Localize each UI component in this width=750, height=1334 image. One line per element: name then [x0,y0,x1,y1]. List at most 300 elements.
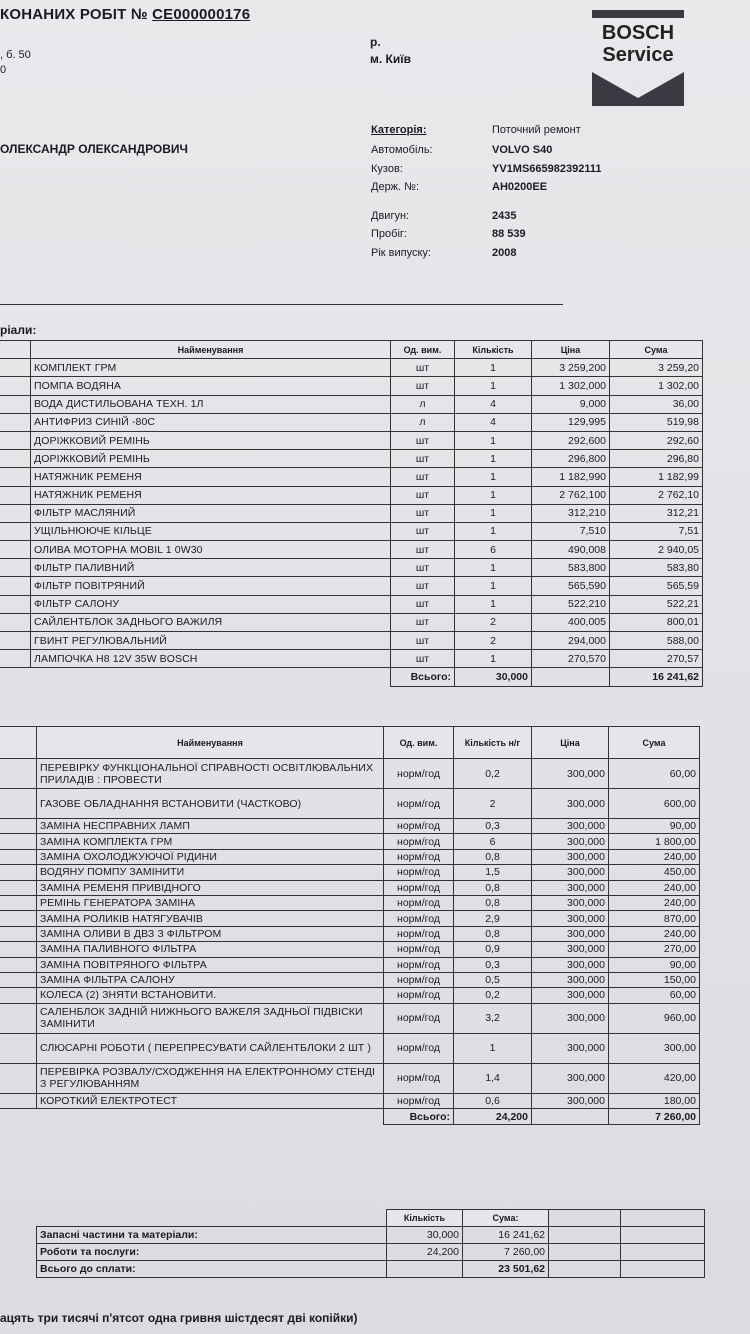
materials-row-index [0,486,31,504]
works-row-index [0,759,37,789]
works-item-qty: 0,2 [454,759,532,789]
materials-item-sum: 2 762,10 [610,486,703,504]
materials-item-name: НАТЯЖНИК РЕМЕНЯ [31,486,391,504]
materials-item-price: 9,000 [532,395,610,413]
materials-row-index [0,468,31,486]
works-item-sum: 870,00 [609,911,700,926]
materials-item-qty: 1 [455,577,532,595]
works-item-price: 300,000 [532,789,609,819]
materials-row [0,577,703,595]
works-total-sum: 7 260,00 [609,1109,700,1125]
works-item-name: ПЕРЕВІРКА РОЗВАЛУ/СХОДЖЕННЯ НА ЕЛЕКТРОННОМУ СТЕНДІ З РЕГУЛЮВАННЯМ [37,1063,384,1093]
works-row-index [0,1033,37,1063]
materials-item-qty: 4 [455,395,532,413]
summary-parts-label: Запасні частини та матеріали: [37,1227,387,1244]
works-item-price: 300,000 [532,988,609,1003]
works-item-qty: 1,5 [454,865,532,880]
works-item-unit: норм/год [384,834,454,849]
materials-item-price: 400,005 [532,613,610,631]
works-item-qty: 1 [454,1033,532,1063]
plate-value: АН0200ЕЕ [492,181,548,193]
materials-item-qty: 1 [455,486,532,504]
plate-label: Держ. №: [371,181,420,193]
year-label: Рік випуску: [371,247,431,259]
summary-grand-row [37,1261,705,1278]
works-item-qty: 0,3 [454,819,532,834]
works-row-index [0,1003,37,1033]
materials-item-sum: 36,00 [610,395,703,413]
works-item-sum: 90,00 [609,957,700,972]
materials-item-name: ЛАМПОЧКА H8 12V 35W BOSCH [31,650,391,668]
logo-line-2: Service [602,44,674,66]
materials-item-sum: 2 940,05 [610,541,703,559]
works-item-price: 300,000 [532,957,609,972]
works-row-index [0,1063,37,1093]
works-item-unit: норм/год [384,1063,454,1093]
materials-item-sum: 519,98 [610,413,703,431]
header-price: Ціна [532,341,610,359]
works-item-unit: норм/год [384,895,454,910]
materials-item-unit: шт [391,450,455,468]
works-item-unit: норм/год [384,957,454,972]
works-item-name: ЗАМІНА РОЛИКІВ НАТЯГУВАЧІВ [37,911,384,926]
works-header-row [0,727,700,759]
address-line-1: , б. 50 [0,49,31,61]
works-item-price: 300,000 [532,911,609,926]
works-header-name: Найменування [37,727,384,759]
amount-in-words: ацять три тисячі п'ятсот одна гривня шістдесят дві копійки) [0,1311,358,1325]
works-item-sum: 960,00 [609,1003,700,1033]
materials-item-sum: 800,01 [610,613,703,631]
works-item-name: ЗАМІНА КОМПЛЕКТА ГРМ [37,834,384,849]
materials-item-unit: шт [391,650,455,668]
materials-item-sum: 522,21 [610,595,703,613]
materials-header-row [0,341,703,359]
materials-row [0,486,703,504]
works-item-price: 300,000 [532,834,609,849]
materials-item-sum: 583,80 [610,559,703,577]
document-number: CE000000176 [152,6,251,23]
materials-item-name: ФІЛЬТР САЛОНУ [31,595,391,613]
works-item-price: 300,000 [532,865,609,880]
summary-header-sum: Сума: [463,1210,549,1227]
works-item-name: ЗАМІНА ОХОЛОДЖУЮЧОЇ РІДИНИ [37,849,384,864]
header-index [0,341,31,359]
city: м. Київ [370,52,411,66]
works-item-unit: норм/год [384,911,454,926]
materials-item-unit: шт [391,559,455,577]
materials-item-sum: 1 182,99 [610,468,703,486]
works-item-qty: 2,9 [454,911,532,926]
works-item-price: 300,000 [532,895,609,910]
materials-item-name: ДОРІЖКОВИЙ РЕМІНЬ [31,431,391,449]
works-item-price: 300,000 [532,1033,609,1063]
works-item-name: ВОДЯНУ ПОМПУ ЗАМІНИТИ [37,865,384,880]
materials-row-index [0,504,31,522]
materials-item-sum: 588,00 [610,632,703,650]
works-item-name: ЗАМІНА ПОВІТРЯНОГО ФІЛЬТРА [37,957,384,972]
materials-row [0,450,703,468]
works-row [0,865,700,880]
materials-item-name: УЩІЛЬНЮЮЧЕ КІЛЬЦЕ [31,522,391,540]
materials-item-name: КОМПЛЕКТ ГРМ [31,359,391,377]
works-item-unit: норм/год [384,1033,454,1063]
materials-item-price: 1 302,000 [532,377,610,395]
works-item-qty: 0,3 [454,957,532,972]
works-item-sum: 450,00 [609,865,700,880]
works-item-unit: норм/год [384,988,454,1003]
materials-item-qty: 1 [455,359,532,377]
materials-item-name: НАТЯЖНИК РЕМЕНЯ [31,468,391,486]
works-item-price: 300,000 [532,1003,609,1033]
car-label: Автомобіль: [371,144,433,156]
engine-label: Двигун: [371,210,410,222]
summary-parts-row [37,1227,705,1244]
materials-item-price: 312,210 [532,504,610,522]
works-item-sum: 1 800,00 [609,834,700,849]
summary-works-qty: 24,200 [387,1244,463,1261]
works-row [0,1003,700,1033]
materials-item-name: ВОДА ДИСТИЛЬОВАНА ТЕХН. 1Л [31,395,391,413]
summary-works-sum: 7 260,00 [463,1244,549,1261]
works-item-unit: норм/год [384,849,454,864]
works-total-row [0,1109,700,1125]
materials-item-price: 583,800 [532,559,610,577]
summary-works-label: Роботи та послуги: [37,1244,387,1261]
summary-grand-label: Всього до сплати: [37,1261,387,1278]
materials-item-qty: 1 [455,450,532,468]
works-item-sum: 150,00 [609,972,700,987]
materials-item-unit: шт [391,486,455,504]
address-line-2: 0 [0,64,7,76]
works-row [0,1093,700,1108]
materials-row-index [0,632,31,650]
materials-row-index [0,395,31,413]
materials-item-name: ФІЛЬТР ПОВІТРЯНИЙ [31,577,391,595]
materials-item-unit: шт [391,541,455,559]
works-row [0,911,700,926]
materials-row-index [0,613,31,631]
works-row-index [0,865,37,880]
works-item-name: ЗАМІНА ОЛИВИ В ДВЗ З ФІЛЬТРОМ [37,926,384,941]
materials-item-sum: 312,21 [610,504,703,522]
materials-item-unit: шт [391,431,455,449]
works-item-name: ЗАМІНА РЕМЕНЯ ПРИВІДНОГО [37,880,384,895]
divider [0,304,563,305]
works-row-index [0,834,37,849]
works-item-sum: 240,00 [609,880,700,895]
materials-row [0,395,703,413]
summary-parts-qty: 30,000 [387,1227,463,1244]
works-item-unit: норм/год [384,819,454,834]
works-item-qty: 0,6 [454,1093,532,1108]
mileage-value: 88 539 [492,228,526,240]
works-body [0,759,700,1109]
materials-item-price: 129,995 [532,413,610,431]
works-item-price: 300,000 [532,880,609,895]
materials-item-qty: 1 [455,431,532,449]
header-unit: Од. вим. [391,341,455,359]
materials-total-label: Всього: [391,668,455,686]
summary-parts-sum: 16 241,62 [463,1227,549,1244]
works-row [0,1063,700,1093]
materials-item-price: 292,600 [532,431,610,449]
materials-row-index [0,577,31,595]
works-header-index [0,727,37,759]
works-row-index [0,895,37,910]
materials-row-index [0,595,31,613]
works-item-price: 300,000 [532,972,609,987]
works-row-index [0,880,37,895]
header-sum: Сума [610,341,703,359]
works-item-unit: норм/год [384,942,454,957]
works-row [0,880,700,895]
works-item-qty: 2 [454,789,532,819]
works-item-price: 300,000 [532,1093,609,1108]
materials-item-qty: 1 [455,522,532,540]
materials-item-price: 7,510 [532,522,610,540]
bosch-service-logo [590,10,686,108]
materials-item-sum: 270,57 [610,650,703,668]
materials-item-unit: шт [391,595,455,613]
logo-text [590,22,686,66]
materials-item-sum: 292,60 [610,431,703,449]
materials-item-price: 296,800 [532,450,610,468]
works-item-price: 300,000 [532,819,609,834]
materials-item-sum: 7,51 [610,522,703,540]
works-row-index [0,972,37,987]
materials-item-unit: шт [391,359,455,377]
materials-item-name: САЙЛЕНТБЛОК ЗАДНЬОГО ВАЖИЛЯ [31,613,391,631]
materials-row [0,650,703,668]
header-name: Найменування [31,341,391,359]
works-total-label: Всього: [384,1109,454,1125]
materials-item-unit: шт [391,632,455,650]
materials-item-sum: 296,80 [610,450,703,468]
works-item-name: ЗАМІНА ФІЛЬТРА САЛОНУ [37,972,384,987]
materials-item-sum: 3 259,20 [610,359,703,377]
works-item-sum: 180,00 [609,1093,700,1108]
summary-table [36,1209,705,1278]
title-prefix: КОНАНИХ РОБІТ № [0,6,148,23]
works-item-price: 300,000 [532,849,609,864]
works-item-unit: норм/год [384,865,454,880]
works-item-qty: 0,2 [454,988,532,1003]
works-item-price: 300,000 [532,942,609,957]
works-item-sum: 600,00 [609,789,700,819]
works-row [0,819,700,834]
works-item-name: ПЕРЕВІРКУ ФУНКЦІОНАЛЬНОЇ СПРАВНОСТІ ОСВІТЛЮВАЛЬНИХ ПРИЛАДІВ : ПРОВЕСТИ [37,759,384,789]
works-row [0,895,700,910]
works-header-price: Ціна [532,727,609,759]
materials-item-name: ОЛИВА МОТОРНА MOBIL 1 0W30 [31,541,391,559]
materials-row-index [0,450,31,468]
materials-item-name: ПОМПА ВОДЯНА [31,377,391,395]
works-item-name: СЛЮСАРНІ РОБОТИ ( ПЕРЕПРЕСУВАТИ САЙЛЕНТБЛОКИ 2 ШТ ) [37,1033,384,1063]
works-item-unit: норм/год [384,1003,454,1033]
materials-item-unit: шт [391,468,455,486]
works-item-sum: 270,00 [609,942,700,957]
works-item-price: 300,000 [532,926,609,941]
works-item-qty: 1,4 [454,1063,532,1093]
works-row [0,849,700,864]
summary-works-row [37,1244,705,1261]
works-row [0,789,700,819]
materials-total-sum: 16 241,62 [610,668,703,686]
logo-line-1: BOSCH [601,22,675,44]
materials-row-index [0,650,31,668]
materials-item-price: 1 182,990 [532,468,610,486]
works-item-unit: норм/год [384,789,454,819]
works-item-sum: 90,00 [609,819,700,834]
materials-item-qty: 1 [455,504,532,522]
works-item-unit: норм/год [384,972,454,987]
works-header-sum: Сума [609,727,700,759]
materials-item-sum: 1 302,00 [610,377,703,395]
works-item-price: 300,000 [532,759,609,789]
body-value: YV1MS665982392111 [492,163,602,175]
works-item-name: КОРОТКИЙ ЕЛЕКТРОТЕСТ [37,1093,384,1108]
materials-item-qty: 1 [455,468,532,486]
car-value: VOLVO S40 [492,144,553,156]
materials-item-price: 522,210 [532,595,610,613]
materials-total-row [0,668,703,686]
materials-item-unit: шт [391,613,455,631]
works-item-unit: норм/год [384,759,454,789]
materials-item-qty: 1 [455,595,532,613]
materials-table [0,340,703,687]
works-item-unit: норм/год [384,1093,454,1108]
works-item-qty: 6 [454,834,532,849]
materials-item-unit: шт [391,577,455,595]
materials-item-qty: 4 [455,413,532,431]
works-row-index [0,911,37,926]
materials-item-unit: л [391,395,455,413]
works-row [0,957,700,972]
materials-row-index [0,522,31,540]
materials-item-name: ГВИНТ РЕГУЛЮВАЛЬНИЙ [31,632,391,650]
works-row-index [0,789,37,819]
works-item-unit: норм/год [384,926,454,941]
materials-item-price: 2 762,100 [532,486,610,504]
materials-item-price: 490,008 [532,541,610,559]
summary-header-row [37,1210,705,1227]
materials-row [0,522,703,540]
materials-item-unit: шт [391,377,455,395]
works-row [0,834,700,849]
materials-row-index [0,541,31,559]
materials-item-price: 294,000 [532,632,610,650]
works-row [0,972,700,987]
body-label: Кузов: [371,163,403,175]
works-row-index [0,1093,37,1108]
materials-row [0,541,703,559]
works-item-sum: 60,00 [609,988,700,1003]
engine-value: 2435 [492,210,517,222]
date-label: р. [370,35,381,49]
works-item-sum: 300,00 [609,1033,700,1063]
summary-header-qty: Кількість [387,1210,463,1227]
mileage-label: Пробіг: [371,228,407,240]
materials-row-index [0,431,31,449]
works-item-sum: 240,00 [609,895,700,910]
materials-item-qty: 2 [455,632,532,650]
works-header-unit: Од. вим. [384,727,454,759]
works-item-name: РЕМІНЬ ГЕНЕРАТОРА ЗАМІНА [37,895,384,910]
works-item-qty: 0,5 [454,972,532,987]
works-item-sum: 420,00 [609,1063,700,1093]
summary-grand-sum: 23 501,62 [463,1261,549,1278]
materials-item-unit: л [391,413,455,431]
materials-item-name: ФІЛЬТР МАСЛЯНИЙ [31,504,391,522]
materials-row [0,559,703,577]
materials-row-index [0,359,31,377]
category-value: Поточний ремонт [492,124,581,136]
materials-item-unit: шт [391,504,455,522]
works-item-price: 300,000 [532,1063,609,1093]
works-item-qty: 0,8 [454,895,532,910]
works-item-sum: 60,00 [609,759,700,789]
materials-row [0,413,703,431]
year-value: 2008 [492,247,517,259]
works-item-name: ЗАМІНА ПАЛИВНОГО ФІЛЬТРА [37,942,384,957]
works-row-index [0,819,37,834]
works-item-qty: 0,9 [454,942,532,957]
materials-total-qty: 30,000 [455,668,532,686]
works-item-qty: 0,8 [454,880,532,895]
works-row-index [0,957,37,972]
materials-item-price: 3 259,200 [532,359,610,377]
materials-body [0,359,703,668]
works-item-name: ГАЗОВЕ ОБЛАДНАННЯ ВСТАНОВИТИ (ЧАСТКОВО) [37,789,384,819]
materials-item-name: ФІЛЬТР ПАЛИВНИЙ [31,559,391,577]
materials-row-index [0,559,31,577]
works-item-name: САЛЕНБЛОК ЗАДНІЙ НИЖНЬОГО ВАЖЕЛЯ ЗАДНЬОЇ ПІДВІСКИ ЗАМІНИТИ [37,1003,384,1033]
category-label: Категорія: [371,124,427,136]
materials-row [0,632,703,650]
works-total-qty: 24,200 [454,1109,532,1125]
works-row-index [0,988,37,1003]
materials-row [0,377,703,395]
materials-row [0,359,703,377]
materials-item-unit: шт [391,522,455,540]
materials-row [0,431,703,449]
materials-section-label: ріали: [0,323,37,337]
materials-item-qty: 6 [455,541,532,559]
materials-row [0,613,703,631]
materials-item-price: 565,590 [532,577,610,595]
materials-row-index [0,413,31,431]
works-item-name: КОЛЕСА (2) ЗНЯТИ ВСТАНОВИТИ. [37,988,384,1003]
works-row [0,988,700,1003]
materials-item-name: АНТИФРИЗ СИНІЙ -80С [31,413,391,431]
works-row [0,942,700,957]
materials-row [0,504,703,522]
works-row-index [0,942,37,957]
works-row [0,1033,700,1063]
materials-row [0,595,703,613]
works-row-index [0,849,37,864]
header-qty: Кількість [455,341,532,359]
materials-row-index [0,377,31,395]
works-item-unit: норм/год [384,880,454,895]
works-item-qty: 0,8 [454,926,532,941]
document-title [0,6,250,23]
works-row [0,759,700,789]
materials-item-qty: 1 [455,559,532,577]
materials-item-price: 270,570 [532,650,610,668]
works-table [0,726,700,1125]
